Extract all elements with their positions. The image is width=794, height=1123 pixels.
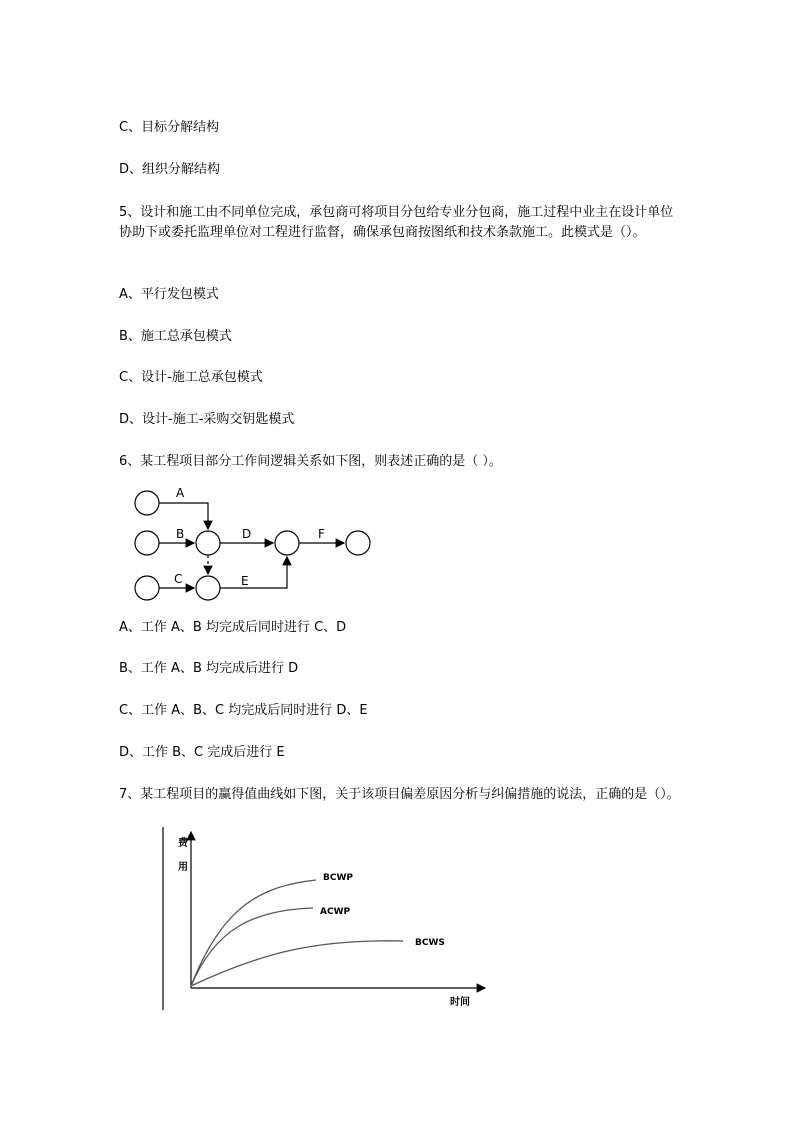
label-a: A xyxy=(176,486,185,500)
label-e: E xyxy=(241,574,249,588)
earned-value-chart xyxy=(153,824,513,1014)
node-6 xyxy=(275,531,299,555)
label-f: F xyxy=(318,527,325,541)
q4-option-d: D、组织分解结构 xyxy=(119,162,221,177)
q6-option-d: D、工作 B、C 完成后进行 E xyxy=(119,745,285,760)
label-acwp: ACWP xyxy=(320,907,351,917)
q5-option-a: A、平行发包模式 xyxy=(119,287,219,302)
node-4 xyxy=(196,531,220,555)
arrow-e xyxy=(220,557,287,588)
node-7 xyxy=(346,531,370,555)
q6-option-c: C、工作 A、B、C 均完成后同时进行 D、E xyxy=(119,703,368,718)
label-c: C xyxy=(174,572,183,586)
q7-stem: 7、某工程项目的赢得值曲线如下图，关于该项目偏差原因分析与纠偏措施的说法，正确的是（）。 xyxy=(119,787,680,802)
node-2 xyxy=(135,531,159,555)
y-axis-label-2: 用 xyxy=(178,862,188,873)
label-bcwp: BCWP xyxy=(323,873,353,883)
curve-bcws xyxy=(191,941,403,986)
q4-option-c: C、目标分解结构 xyxy=(119,120,220,135)
q5-stem: 5、设计和施工由不同单位完成，承包商可将项目分包给专业分包商，施工过程中业主在设计单位协助下或委托监理单位对工程进行监督，确保承包商按图纸和技术条款施工。此模式是（）。 xyxy=(119,205,674,240)
network-diagram xyxy=(119,479,399,609)
y-axis-label-1: 费 xyxy=(178,838,188,849)
label-bcws: BCWS xyxy=(415,938,445,948)
label-b: B xyxy=(176,527,185,541)
node-3 xyxy=(135,576,159,600)
node-1 xyxy=(135,491,159,515)
q5-option-c: C、设计-施工总承包模式 xyxy=(119,370,263,385)
arrow-a xyxy=(159,503,208,529)
q5-option-d: D、设计-施工-采购交钥匙模式 xyxy=(119,412,295,427)
q6-option-b: B、工作 A、B 均完成后进行 D xyxy=(119,661,299,676)
q5-option-b: B、施工总承包模式 xyxy=(119,329,232,344)
curve-bcwp xyxy=(191,880,316,986)
x-axis-label: 时间 xyxy=(450,997,470,1008)
label-d: D xyxy=(242,527,252,541)
node-5 xyxy=(196,576,220,600)
q6-option-a: A、工作 A、B 均完成后同时进行 C、D xyxy=(119,620,347,635)
q6-stem: 6、某工程项目部分工作间逻辑关系如下图，则表述正确的是（ ）。 xyxy=(119,454,502,469)
